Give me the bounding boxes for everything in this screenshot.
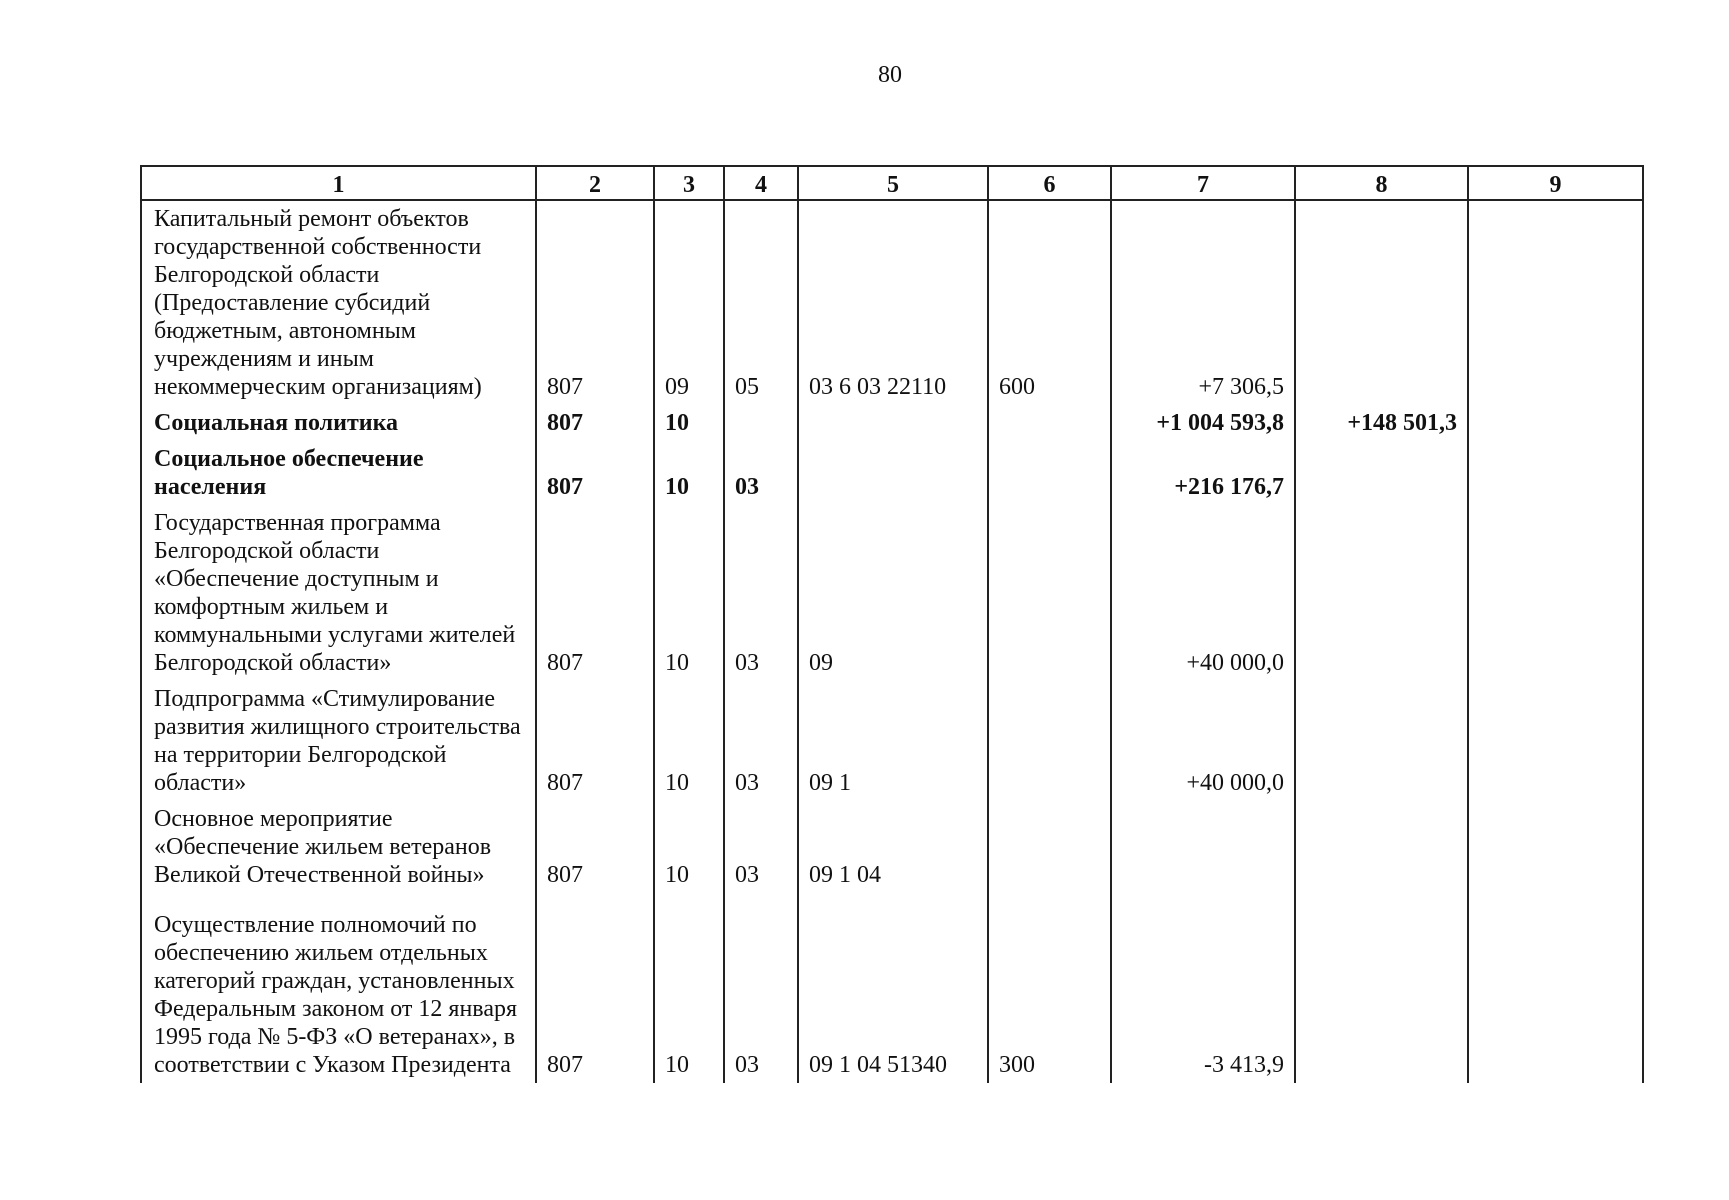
row-col-6-cell: 300 (988, 893, 1111, 1083)
row-col-2-cell: 807 (536, 801, 654, 893)
row-col-9-cell (1468, 893, 1643, 1083)
row-col-8-cell (1295, 801, 1468, 893)
row-col-3-cell: 10 (654, 405, 724, 441)
budget-table (140, 165, 1644, 1083)
header-col-6: 6 (988, 166, 1111, 200)
row-col-7-cell: +40 000,0 (1111, 681, 1295, 801)
row-col-6-cell (988, 441, 1111, 505)
table-body (141, 200, 1643, 1083)
table-row (141, 405, 1643, 441)
row-name-cell: Осуществление полномочий по обеспечению жильем отдельных категорий граждан, установленных Федеральным законом от 12 января 1995 года № 5-ФЗ «О ветеранах», в соответствии с Указом Президента (141, 893, 536, 1083)
row-col-3-cell: 10 (654, 441, 724, 505)
row-col-5-cell: 03 6 03 22110 (798, 200, 988, 405)
row-col-2-cell: 807 (536, 405, 654, 441)
row-col-8-cell: +148 501,3 (1295, 405, 1468, 441)
row-col-8-cell (1295, 893, 1468, 1083)
row-col-9-cell (1468, 681, 1643, 801)
header-col-4: 4 (724, 166, 798, 200)
row-col-4-cell: 03 (724, 681, 798, 801)
row-col-6-cell (988, 405, 1111, 441)
row-col-4-cell: 03 (724, 441, 798, 505)
row-name-cell: Социальное обеспечение населения (141, 441, 536, 505)
row-col-8-cell (1295, 681, 1468, 801)
row-col-2-cell: 807 (536, 441, 654, 505)
row-col-8-cell (1295, 441, 1468, 505)
row-col-4-cell: 05 (724, 200, 798, 405)
row-col-3-cell: 10 (654, 893, 724, 1083)
row-col-5-cell: 09 (798, 505, 988, 681)
table-row (141, 893, 1643, 1083)
header-col-2: 2 (536, 166, 654, 200)
row-col-2-cell: 807 (536, 893, 654, 1083)
row-col-4-cell: 03 (724, 801, 798, 893)
row-col-7-cell: +7 306,5 (1111, 200, 1295, 405)
row-col-2-cell: 807 (536, 505, 654, 681)
row-col-5-cell: 09 1 (798, 681, 988, 801)
row-col-4-cell: 03 (724, 505, 798, 681)
row-col-3-cell: 10 (654, 505, 724, 681)
row-col-9-cell (1468, 505, 1643, 681)
row-name-cell: Капитальный ремонт объектов государственной собственности Белгородской области (Предоставление субсидий бюджетным, автономным учреждениям и иным некоммерческим организациям) (141, 200, 536, 405)
row-col-7-cell: +1 004 593,8 (1111, 405, 1295, 441)
row-col-6-cell: 600 (988, 200, 1111, 405)
row-col-7-cell: +40 000,0 (1111, 505, 1295, 681)
table-row (141, 801, 1643, 893)
row-col-4-cell (724, 405, 798, 441)
row-name-cell: Государственная программа Белгородской области «Обеспечение доступным и комфортным жильем и коммунальными услугами жителей Белгородской области» (141, 505, 536, 681)
row-col-3-cell: 10 (654, 801, 724, 893)
row-col-9-cell (1468, 405, 1643, 441)
row-name-cell: Социальная политика (141, 405, 536, 441)
row-col-5-cell (798, 441, 988, 505)
row-col-7-cell: +216 176,7 (1111, 441, 1295, 505)
row-col-7-cell: -3 413,9 (1111, 893, 1295, 1083)
row-col-8-cell (1295, 505, 1468, 681)
table-row (141, 681, 1643, 801)
table-row (141, 441, 1643, 505)
row-col-4-cell: 03 (724, 893, 798, 1083)
table-row (141, 200, 1643, 405)
header-col-1: 1 (141, 166, 536, 200)
row-col-9-cell (1468, 801, 1643, 893)
row-col-6-cell (988, 505, 1111, 681)
row-col-8-cell (1295, 200, 1468, 405)
row-col-9-cell (1468, 200, 1643, 405)
header-col-9: 9 (1468, 166, 1643, 200)
row-col-3-cell: 09 (654, 200, 724, 405)
row-col-6-cell (988, 801, 1111, 893)
table-row (141, 505, 1643, 681)
row-name-cell: Подпрограмма «Стимулирование развития жилищного строительства на территории Белгородской области» (141, 681, 536, 801)
row-col-7-cell (1111, 801, 1295, 893)
row-col-3-cell: 10 (654, 681, 724, 801)
row-name-cell: Основное мероприятие «Обеспечение жильем ветеранов Великой Отечественной войны» (141, 801, 536, 893)
header-col-7: 7 (1111, 166, 1295, 200)
row-col-5-cell (798, 405, 988, 441)
row-col-2-cell: 807 (536, 200, 654, 405)
header-col-8: 8 (1295, 166, 1468, 200)
page-number: 80 (878, 62, 902, 88)
row-col-9-cell (1468, 441, 1643, 505)
header-col-3: 3 (654, 166, 724, 200)
row-col-2-cell: 807 (536, 681, 654, 801)
header-row (141, 166, 1643, 200)
row-col-6-cell (988, 681, 1111, 801)
row-col-5-cell: 09 1 04 (798, 801, 988, 893)
header-col-5: 5 (798, 166, 988, 200)
row-col-5-cell: 09 1 04 51340 (798, 893, 988, 1083)
